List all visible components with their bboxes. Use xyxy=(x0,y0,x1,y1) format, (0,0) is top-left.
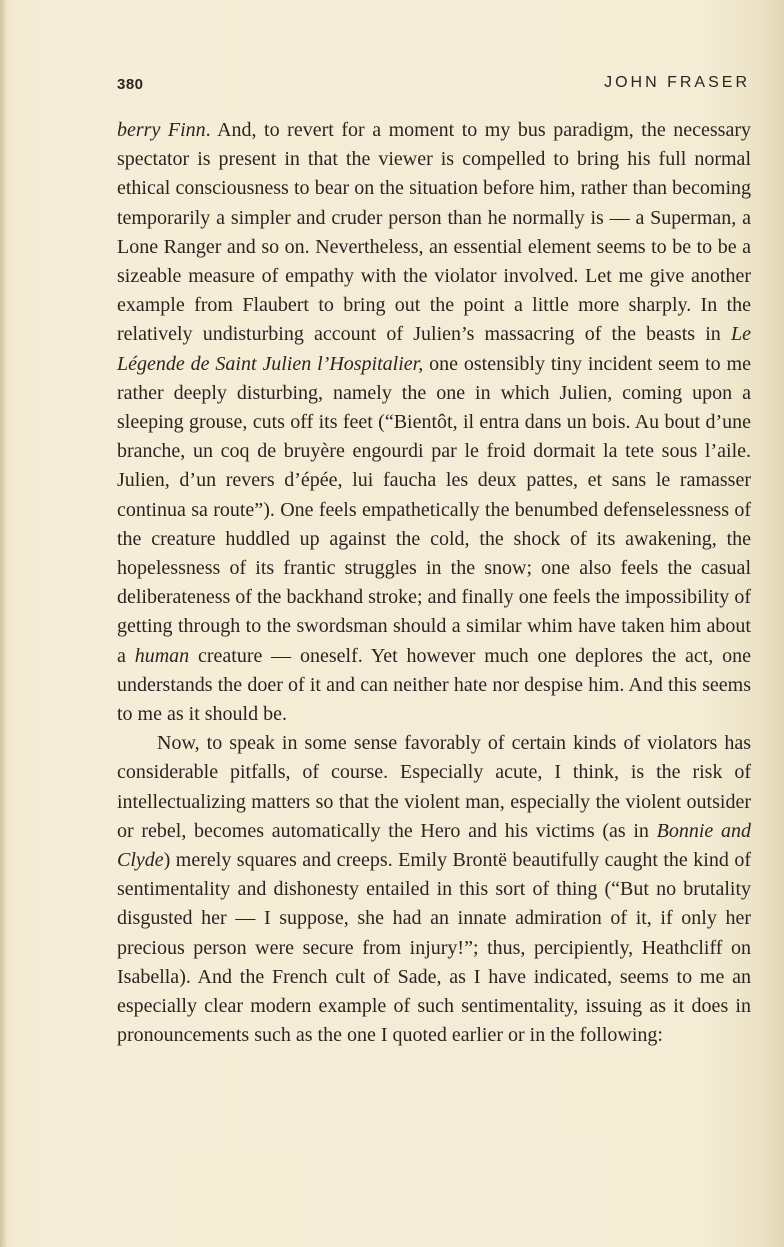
text-segment: one ostensibly tiny incident seem to me rather deeply disturbing, namely the one in which Julien, coming upon a sleeping grouse, cuts off its feet (“Bientôt, il entra dans un bois. Au bout d’une branche, un coq de bruyère engourdi par le froid dormait la tete sous l’aile. Julien, d’un revers d’épée, lui faucha les deux pattes, et sans le ramasser continua sa route”). One feels empathetically the benumbed defenselessness of the creature huddled up against the cold, the shock of its awakening, the hopelessness of its frantic struggles in the snow; one also feels the casual deliberateness of the backhand stroke; and finally one feels the impossibility of getting through to the swordsman should a similar whim have taken him about a xyxy=(117,352,751,667)
paragraph xyxy=(117,116,751,729)
running-head: JOHN FRASER xyxy=(604,74,750,91)
paragraph xyxy=(117,729,751,1050)
text-segment: creature — oneself. Yet however much one deplores the act, one understands the doer of it and can neither hate nor despise him. And this seems to me as it should be. xyxy=(117,644,751,726)
text-segment: Bonnie and Clyde xyxy=(117,819,751,872)
text-segment: ) merely squares and creeps. Emily Brontë beautifully caught the kind of sentimentality and dishonesty entailed in this sort of thing (“But no brutality disgusted her — I suppose, she had an innate admiration of it, if only her precious person were secure from injury!”; thus, percipiently, Heathcliff on Isabella). And the French cult of Sade, as I have indicated, seems to me an especially clear modern example of such sentimentality, issuing as it does in pronouncements such as the one I quoted earlier or in the following: xyxy=(117,849,751,1047)
text-segment: Le Légende de Saint Julien l’Hospitalier, xyxy=(117,323,751,375)
text-segment: . And, to revert for a moment to my bus paradigm, the necessary spectator is present in that the viewer is compelled to bring his full normal ethical consciousness to bear on the situation before him, rather than becoming temporarily a simpler and cruder person than he normally is — a Superman, a Lone Ranger and so on. Nevertheless, an essential element seems to be to be a sizeable measure of empathy with the violator involved. Let me give another example from Flaubert to bring out the point a little more sharply. In the relatively undisturbing account of Julien’s massacring of the beasts in xyxy=(117,119,751,346)
page-header xyxy=(117,74,750,98)
text-segment: human xyxy=(134,644,190,667)
body-text xyxy=(117,116,751,1051)
text-segment: Now, to speak in some sense favorably of certain kinds of violators has considerable pitfalls, of course. Especially acute, I think, is the risk of intellectualizing matters so that the violent man, especially the violent outsider or rebel, becomes automatically the Hero and his victims (as in xyxy=(117,732,751,842)
text-segment: berry Finn xyxy=(117,119,206,141)
page-number: 380 xyxy=(117,76,144,93)
page-gutter-shadow xyxy=(0,0,6,1247)
